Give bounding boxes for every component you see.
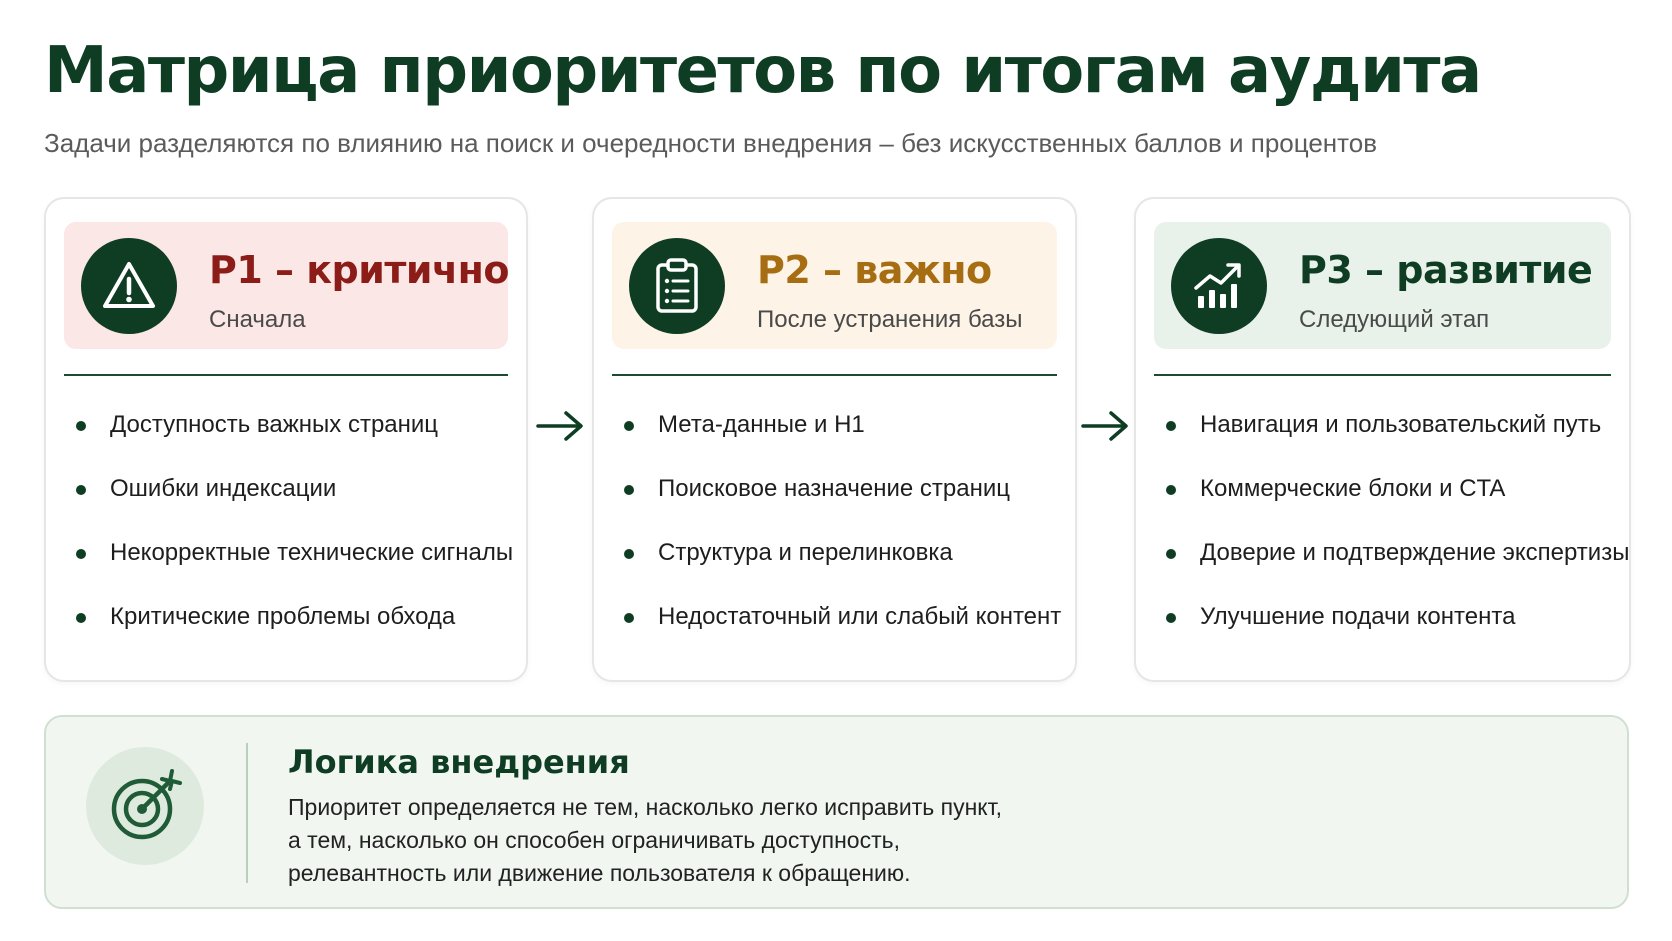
priority-card-p3 [1134, 197, 1631, 682]
priority-card-header [64, 222, 508, 349]
priority-card-header [612, 222, 1057, 349]
list-item: Доступность важных страниц [72, 409, 514, 473]
list-item: Мета-данные и H1 [620, 409, 1063, 473]
list-item: Критические проблемы обхода [72, 601, 514, 665]
logic-line: релевантность или движение пользователя к обращению. [288, 860, 911, 886]
logic-line: Приоритет определяется не тем, насколько легко исправить пункт, [288, 794, 1002, 820]
priority-task-list [72, 409, 514, 665]
page-subtitle: Задачи разделяются по влиянию на поиск и очередности внедрения – без искусственных баллов и процентов [44, 128, 1378, 158]
list-item: Ошибки индексации [72, 473, 514, 537]
arrow-right-icon [1081, 408, 1131, 444]
list-item: Некорректные технические сигналы [72, 537, 514, 601]
priority-title: P1 – критично [209, 248, 509, 292]
priority-card-header [1154, 222, 1611, 349]
list-item: Коммерческие блоки и CTA [1162, 473, 1617, 537]
list-item: Улучшение подачи контента [1162, 601, 1617, 665]
warning-triangle-icon [81, 238, 177, 334]
divider [1154, 374, 1611, 376]
priority-task-list [620, 409, 1063, 665]
logic-description [288, 791, 1002, 890]
clipboard-list-icon [629, 238, 725, 334]
page-title: Матрица приоритетов по итогам аудита [44, 34, 1481, 108]
list-item: Структура и перелинковка [620, 537, 1063, 601]
divider [64, 374, 508, 376]
list-item: Навигация и пользовательский путь [1162, 409, 1617, 473]
list-item: Доверие и подтверждение экспертизы [1162, 537, 1617, 601]
divider [246, 743, 248, 883]
priority-title: P2 – важно [757, 248, 992, 292]
priority-card-p1 [44, 197, 528, 682]
priority-subtitle: После устранения базы [757, 306, 1023, 333]
priority-subtitle: Сначала [209, 306, 306, 333]
priority-subtitle: Следующий этап [1299, 306, 1490, 333]
priority-title: P3 – развитие [1299, 248, 1593, 292]
arrow-right-icon [536, 408, 586, 444]
logic-title: Логика внедрения [288, 743, 630, 781]
logic-line: а тем, насколько он способен ограничивать доступность, [288, 827, 900, 853]
target-arrow-icon [86, 747, 204, 865]
implementation-logic-panel [44, 715, 1629, 909]
priority-card-p2 [592, 197, 1077, 682]
divider [612, 374, 1057, 376]
list-item: Недостаточный или слабый контент [620, 601, 1063, 665]
list-item: Поисковое назначение страниц [620, 473, 1063, 537]
priority-task-list [1162, 409, 1630, 665]
growth-chart-icon [1171, 238, 1267, 334]
